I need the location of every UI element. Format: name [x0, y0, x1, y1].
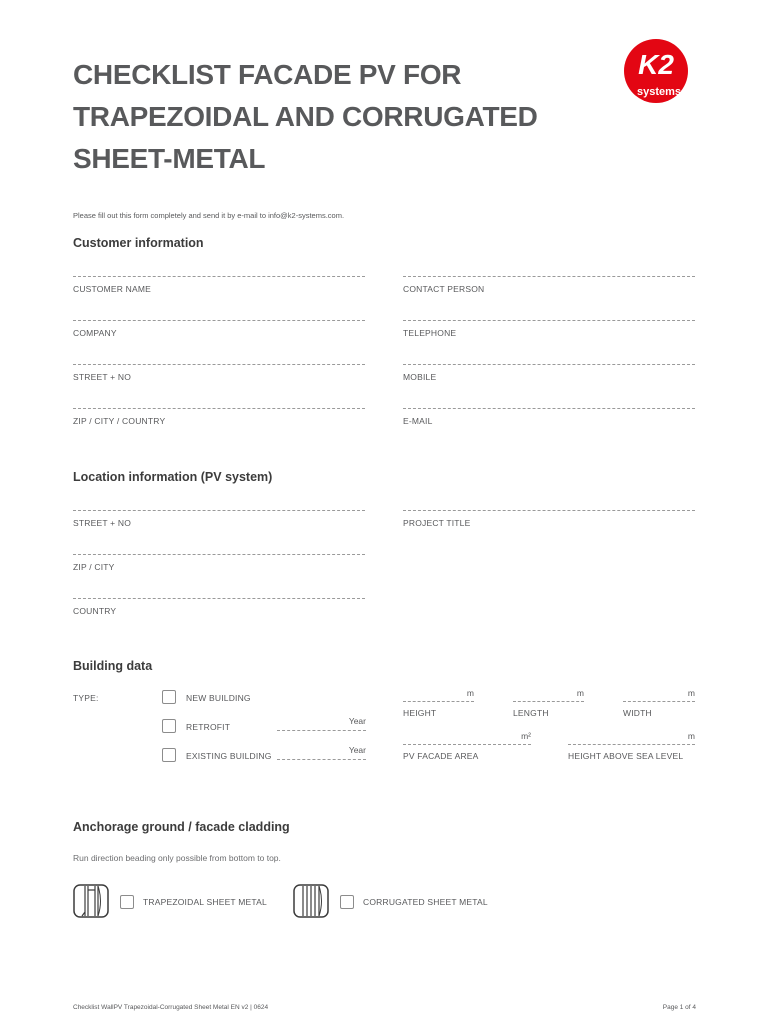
k2-systems-logo [616, 38, 702, 104]
width-unit: m [687, 688, 695, 698]
page-title [73, 54, 593, 180]
customer-name-field[interactable] [73, 276, 365, 277]
company-field[interactable] [73, 320, 365, 321]
existing-building-label: EXISTING BUILDING [186, 751, 272, 761]
email-field[interactable] [403, 408, 695, 409]
retrofit-year-unit: Year [348, 716, 366, 726]
trapezoidal-label: TRAPEZOIDAL SHEET METAL [143, 897, 267, 907]
type-label: TYPE: [73, 693, 99, 703]
mobile-field[interactable] [403, 364, 695, 365]
pv-facade-area-label: PV FACADE AREA [403, 751, 479, 761]
contact-person-field[interactable] [403, 276, 695, 277]
logo-graphic [616, 38, 702, 104]
height-unit: m [466, 688, 474, 698]
title-line-2: TRAPEZOIDAL AND CORRUGATED [73, 101, 538, 132]
building-heading: Building data [73, 659, 153, 673]
existing-year-unit: Year [348, 745, 366, 755]
project-title-label: PROJECT TITLE [403, 518, 471, 528]
retrofit-year-field[interactable] [277, 730, 366, 731]
mobile-label: MOBILE [403, 372, 437, 382]
telephone-field[interactable] [403, 320, 695, 321]
trapezoidal-checkbox[interactable] [120, 895, 134, 909]
svg-text:K2: K2 [638, 49, 674, 80]
pv-facade-area-unit: m² [521, 731, 531, 741]
corrugated-label: CORRUGATED SHEET METAL [363, 897, 488, 907]
customer-zip-city-country-label: ZIP / CITY / COUNTRY [73, 416, 166, 426]
width-field[interactable] [623, 701, 695, 702]
corrugated-checkbox[interactable] [340, 895, 354, 909]
length-unit: m [576, 688, 584, 698]
project-title-field[interactable] [403, 510, 695, 511]
existing-building-checkbox[interactable] [162, 748, 176, 762]
altitude-unit: m [687, 731, 695, 741]
length-field[interactable] [513, 701, 584, 702]
new-building-checkbox[interactable] [162, 690, 176, 704]
pv-facade-area-field[interactable] [403, 744, 531, 745]
footer-document-id: Checklist WallPV Trapezoidal-Corrugated Sheet Metal EN v2 | 0624 [73, 1004, 269, 1011]
email-label: E-MAIL [403, 416, 433, 426]
location-country-label: COUNTRY [73, 606, 117, 616]
trapezoidal-sheet-icon [73, 884, 109, 918]
anchorage-heading: Anchorage ground / facade cladding [73, 820, 290, 834]
intro-text: Please fill out this form completely and send it by e-mail to info@k2-systems.com. [73, 211, 345, 220]
retrofit-checkbox[interactable] [162, 719, 176, 733]
width-label: WIDTH [623, 708, 652, 718]
customer-zip-city-country-field[interactable] [73, 408, 365, 409]
length-label: LENGTH [513, 708, 549, 718]
existing-year-field[interactable] [277, 759, 366, 760]
company-label: COMPANY [73, 328, 117, 338]
retrofit-label: RETROFIT [186, 722, 231, 732]
customer-name-label: CUSTOMER NAME [73, 284, 152, 294]
title-line-3: SHEET-METAL [73, 143, 266, 174]
title-line-1: CHECKLIST FACADE PV FOR [73, 59, 462, 90]
height-label: HEIGHT [403, 708, 437, 718]
anchorage-hint: Run direction beading only possible from bottom to top. [73, 853, 281, 863]
location-country-field[interactable] [73, 598, 365, 599]
location-heading: Location information (PV system) [73, 470, 273, 484]
location-street-label: STREET + NO [73, 518, 132, 528]
customer-street-label: STREET + NO [73, 372, 132, 382]
customer-heading: Customer information [73, 236, 204, 250]
location-street-field[interactable] [73, 510, 365, 511]
svg-text:systems: systems [636, 86, 682, 98]
location-zip-city-field[interactable] [73, 554, 365, 555]
height-field[interactable] [403, 701, 474, 702]
altitude-field[interactable] [568, 744, 695, 745]
location-zip-city-label: ZIP / CITY [73, 562, 115, 572]
contact-person-label: CONTACT PERSON [403, 284, 485, 294]
footer-page-number: Page 1 of 4 [662, 1004, 696, 1011]
customer-street-field[interactable] [73, 364, 365, 365]
altitude-label: HEIGHT ABOVE SEA LEVEL [568, 751, 684, 761]
corrugated-sheet-icon [293, 884, 329, 918]
telephone-label: TELEPHONE [403, 328, 457, 338]
new-building-label: NEW BUILDING [186, 693, 251, 703]
